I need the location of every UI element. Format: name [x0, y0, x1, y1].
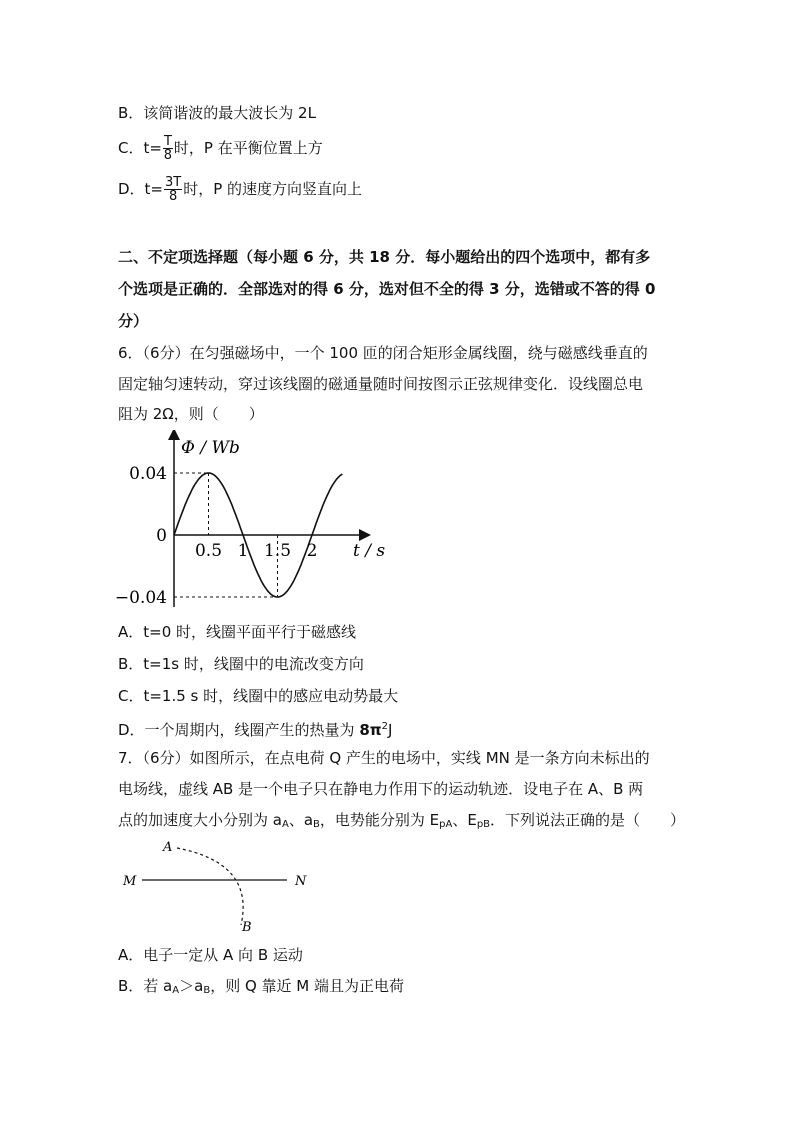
- text-segment: B．若 a: [118, 977, 173, 995]
- text-segment: 点的加速度大小分别为 a: [118, 811, 282, 829]
- subscript: pA: [439, 819, 453, 830]
- q7-option-b: [118, 976, 404, 1001]
- y-tick-label: 0.04: [129, 464, 167, 484]
- q7-stem-line1: 7．（6分）如图所示，在点电荷 Q 产生的电场中，实线 MN 是一条方向未标出的: [118, 749, 650, 767]
- text-segment: 、a: [288, 811, 314, 829]
- x-tick-label: 0.5: [194, 541, 223, 561]
- fraction-numerator: T: [163, 134, 172, 149]
- q6-stem-line1: 6．（6分）在匀强磁场中，一个 100 匝的闭合矩形金属线圈，绕与磁感线垂直的: [118, 344, 648, 362]
- section-2-heading-line2: 个选项是正确的．全部选对的得 6 分，选对但不全的得 3 分，选错或不答的得 0: [118, 280, 656, 298]
- section-2-heading-line1: 二、不定项选择题（每小题 6 分，共 18 分．每小题给出的四个选项中，都有多: [118, 248, 651, 266]
- q5-option-d-prefix: D．t=: [118, 180, 164, 198]
- x-tick-label: 1: [237, 541, 249, 561]
- q7-stem-line3: [118, 810, 685, 835]
- fraction-numerator: 3T: [165, 175, 182, 190]
- field-line-figure: [115, 835, 325, 940]
- subscript: A: [172, 985, 180, 996]
- q6-option-a: A．t=0 时，线圈平面平行于磁感线: [118, 623, 357, 641]
- text-segment: ，电势能分别为 E: [319, 811, 440, 829]
- subscript: B: [313, 819, 320, 830]
- q6-stem-line2: 固定轴匀速转动，穿过该线圈的磁通量随时间按图示正弦规律变化．设线圈总电: [118, 375, 644, 393]
- label-a: A: [163, 840, 173, 855]
- trajectory-ab: [177, 848, 243, 925]
- subscript: B: [203, 985, 211, 996]
- q6-option-d-exponent: 2: [381, 721, 389, 732]
- q5-option-d-fraction: [164, 176, 182, 203]
- q5-option-c-fraction: [163, 135, 173, 162]
- q6-option-c: C．t=1.5 s 时，线圈中的感应电动势最大: [118, 687, 399, 705]
- fraction-denominator: 8: [168, 189, 178, 204]
- q5-option-c: [118, 135, 323, 162]
- q6-option-b: B．t=1s 时，线圈中的电流改变方向: [118, 655, 364, 673]
- q7-stem-line2: 电场线，虚线 AB 是一个电子只在静电力作用下的运动轨迹．设电子在 A、B 两: [118, 780, 644, 798]
- subscript: pB: [476, 819, 491, 830]
- y-tick-label: 0: [156, 526, 167, 546]
- q5-option-c-text: 时，P 在平衡位置上方: [173, 139, 323, 157]
- x-tick-label: 2: [306, 541, 318, 561]
- fraction-denominator: 8: [163, 148, 173, 163]
- label-b: B: [242, 920, 252, 935]
- q5-option-c-prefix: C．t=: [118, 139, 162, 157]
- subscript: A: [281, 819, 289, 830]
- y-axis-label: Φ / Wb: [181, 438, 240, 458]
- q6-stem-line3: 阻为 2Ω，则（ ）: [118, 405, 264, 423]
- text-segment: ．下列说法正确的是（ ）: [490, 811, 686, 829]
- text-segment: ，则 Q 靠近 M 端且为正电荷: [210, 977, 405, 995]
- q5-option-d-text: 时，P 的速度方向竖直向上: [183, 180, 363, 198]
- q6-option-d-unit: J: [388, 721, 393, 739]
- q6-option-d-value: 8π: [359, 721, 382, 739]
- label-n: N: [295, 874, 307, 889]
- q6-option-d: [118, 717, 392, 740]
- x-tick-label: 1.5: [263, 541, 292, 561]
- flux-time-graph: [115, 430, 415, 615]
- text-segment: 、E: [452, 811, 477, 829]
- section-2-heading-line3: 分）: [118, 312, 149, 330]
- q6-option-d-text: D．一个周期内，线圈产生的热量为: [118, 721, 360, 739]
- q5-option-d: [118, 176, 362, 203]
- label-m: M: [123, 874, 137, 889]
- q7-option-a: A．电子一定从 A 向 B 运动: [118, 946, 303, 964]
- x-axis-label: t / s: [353, 541, 386, 561]
- q5-option-b: B．该简谐波的最大波长为 2L: [118, 104, 316, 122]
- y-tick-label: −0.04: [115, 588, 167, 608]
- text-segment: ＞a: [179, 977, 204, 995]
